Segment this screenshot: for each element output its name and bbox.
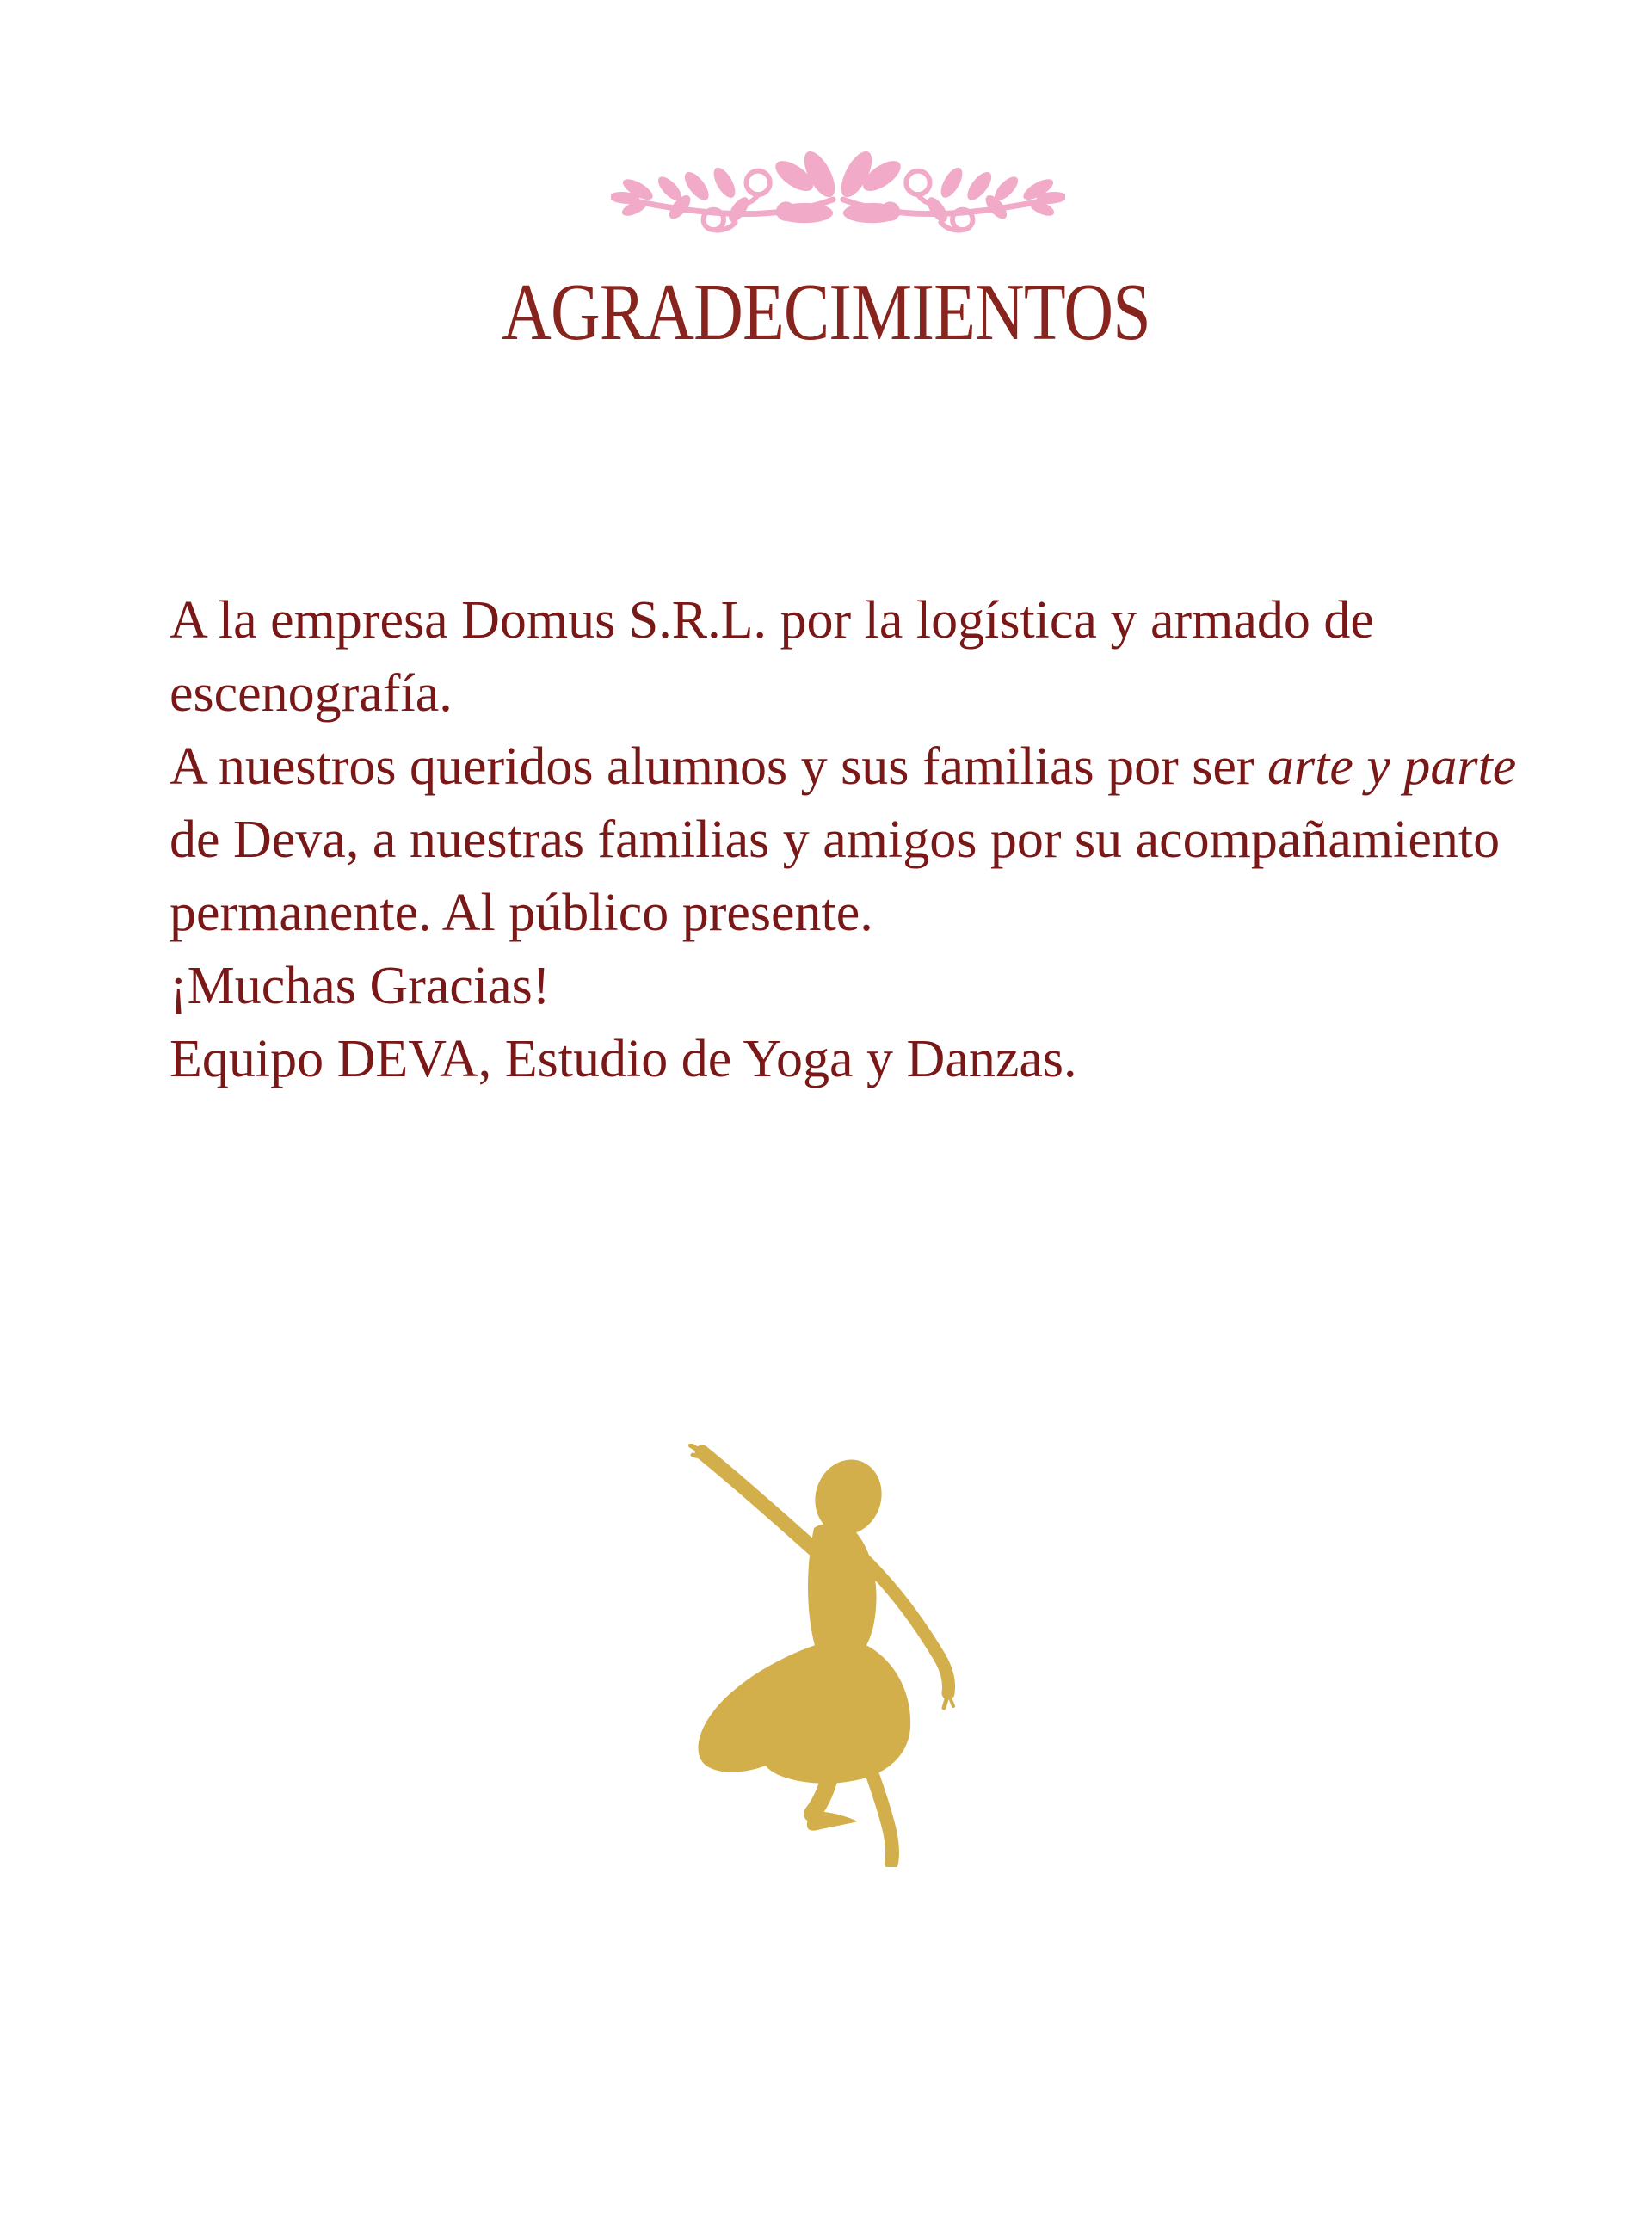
body-line: permanente. Al público presente. <box>170 884 873 942</box>
body-line: A nuestros queridos alumnos y sus familias por ser arte y parte <box>170 737 1517 796</box>
body-line: ¡Muchas Gracias! <box>170 957 551 1015</box>
ballerina-icon <box>688 1444 957 1867</box>
floral-divider-graphic <box>611 148 1065 231</box>
ballerina-foot-front <box>807 1812 858 1831</box>
ballerina-arm-left <box>702 1452 819 1554</box>
floral-divider-left-branch <box>611 148 841 231</box>
floral-divider-icon <box>611 148 1065 244</box>
ballerina-tutu-skirt <box>699 1639 911 1783</box>
floral-divider-right-branch <box>835 148 1065 231</box>
body-line: de Deva, a nuestras familias y amigos por su acompañamiento <box>170 810 1501 869</box>
ballerina-silhouette <box>688 1444 957 1867</box>
floral-divider <box>611 148 1065 244</box>
body-line: escenografía. <box>170 664 453 723</box>
body-line: A la empresa Domus S.R.L. por la logística y armado de <box>170 591 1374 650</box>
body-line: Equipo DEVA, Estudio de Yoga y Danzas. <box>170 1030 1077 1088</box>
body-text <box>170 584 1516 1096</box>
page-title: AGRADECIMIENTOS <box>502 268 1150 357</box>
ballerina-graphic <box>691 1445 953 1863</box>
